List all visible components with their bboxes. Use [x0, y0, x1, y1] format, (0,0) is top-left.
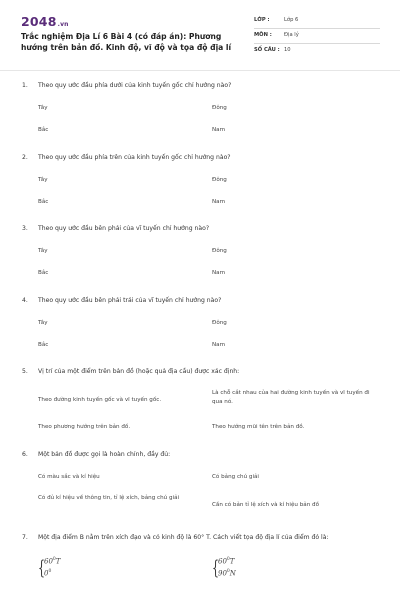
option-c[interactable]: Bắc	[38, 199, 49, 205]
question-number: 2.	[22, 154, 28, 161]
option-a[interactable]: Tây	[38, 320, 48, 326]
question-number: 5.	[22, 368, 28, 375]
question-text: Theo quy ước đầu bên phải của vĩ tuyến chỉ hướng nào?	[38, 225, 210, 232]
option-b[interactable]: Đông	[212, 320, 227, 326]
header-divider	[0, 70, 400, 71]
coord-longitude: $60^0T$	[218, 557, 235, 566]
option-d[interactable]: Nam	[212, 199, 226, 205]
logo-text: 2048	[21, 14, 57, 29]
coord-longitude: $60^0T$	[44, 557, 61, 566]
logo-suffix: .vn	[57, 21, 69, 28]
option-c[interactable]: Bắc	[38, 127, 49, 133]
question-number: 7.	[22, 534, 28, 541]
meta-value: Lớp 6	[284, 17, 299, 23]
coord-latitude: $0^0$	[44, 569, 52, 578]
option-a[interactable]	[38, 556, 138, 586]
question-text: Một địa điểm B nằm trên xích đạo và có kinh độ là 60° T. Cách viết tọa độ địa lí của điểm đó là:	[38, 534, 329, 541]
option-b[interactable]: Có bảng chú giải	[212, 474, 259, 480]
question-text: Theo quy ước đầu bên phải trái của vĩ tuyến chỉ hướng nào?	[38, 297, 222, 304]
option-c[interactable]: Theo phương hướng trên bản đồ.	[38, 424, 131, 430]
question-text: Một bản đồ được gọi là hoàn chỉnh, đầy đủ:	[38, 451, 171, 458]
page-title: Trắc nghiệm Địa Lí 6 Bài 4 (có đáp án): Phương hướng trên bản đồ. Kinh độ, vĩ độ và tọa độ địa lí	[21, 32, 232, 52]
option-d[interactable]: Cần có bản tỉ lệ xích và kí hiệu bản đồ	[212, 502, 320, 508]
meta-value: 10	[284, 47, 291, 53]
option-d[interactable]: Nam	[212, 127, 226, 133]
option-a[interactable]: Tây	[38, 248, 48, 254]
option-b[interactable]: Là chỗ cắt nhau của hai đường kinh tuyến và vĩ tuyến đi qua nó.	[212, 390, 370, 405]
site-logo[interactable]	[21, 14, 69, 29]
meta-label: LỚP :	[254, 17, 270, 23]
option-b[interactable]: Đông	[212, 248, 227, 254]
option-b[interactable]: Đông	[212, 105, 227, 111]
meta-row-class	[254, 14, 380, 29]
option-a[interactable]: Có màu sắc và kí hiệu	[38, 474, 100, 480]
option-d[interactable]: Theo hướng mũi tên trên bản đồ.	[212, 424, 305, 430]
page-header	[0, 0, 400, 62]
coord-latitude: $90^0N$	[218, 569, 236, 578]
option-d[interactable]: Nam	[212, 270, 226, 276]
option-c[interactable]: Bắc	[38, 270, 49, 276]
question-number: 4.	[22, 297, 28, 304]
option-c[interactable]: Bắc	[38, 342, 49, 348]
option-b[interactable]: Đông	[212, 177, 227, 183]
meta-label: MÔN :	[254, 32, 272, 38]
question-text: Theo quy ước đầu phía dưới của kinh tuyến gốc chỉ hướng nào?	[38, 82, 232, 89]
meta-row-count	[254, 44, 380, 58]
option-b[interactable]	[212, 556, 312, 586]
brace-symbol: {	[212, 555, 220, 579]
option-c[interactable]: Có đủ kí hiệu về thông tin, tỉ lệ xích, bảng chú giải	[38, 495, 180, 501]
option-a[interactable]: Tây	[38, 105, 48, 111]
option-a[interactable]: Theo đường kinh tuyến gốc và vĩ tuyến gốc.	[38, 397, 162, 403]
question-text: Vị trí của một điểm trên bản đồ (hoặc quả địa cầu) được xác định:	[38, 368, 240, 375]
option-a[interactable]: Tây	[38, 177, 48, 183]
meta-value: Địa lý	[284, 32, 299, 38]
meta-row-subject	[254, 29, 380, 44]
question-number: 3.	[22, 225, 28, 232]
option-d[interactable]: Nam	[212, 342, 226, 348]
question-text: Theo quy ước đầu phía trên của kinh tuyến gốc chỉ hướng nào?	[38, 154, 231, 161]
brace-symbol: {	[38, 555, 46, 579]
meta-label: SỐ CÂU :	[254, 47, 280, 53]
question-number: 1.	[22, 82, 28, 89]
question-number: 6.	[22, 451, 28, 458]
